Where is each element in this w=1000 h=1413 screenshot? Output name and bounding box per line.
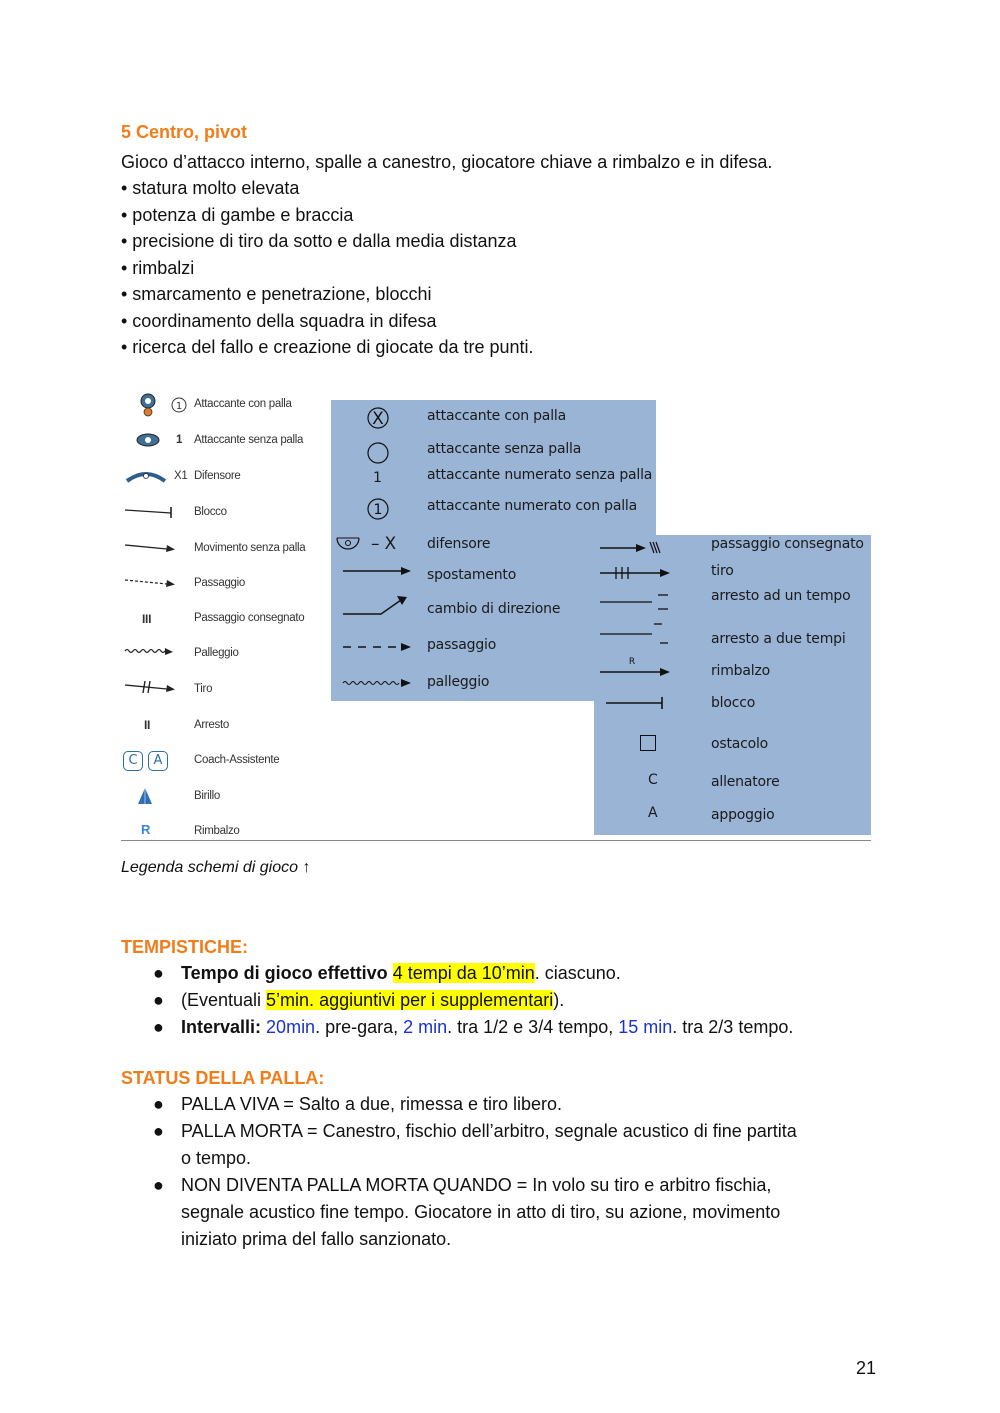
bullet-item: • smarcamento e penetrazione, blocchi <box>121 284 432 304</box>
body-text: segnale acustico fine tempo. Giocatore in atto di tiro, su azione, movimento <box>181 1202 781 1222</box>
legend-label: cambio di direzione <box>427 601 561 617</box>
body-text: NON DIVENTA PALLA MORTA QUANDO = In volo su tiro e arbitro fischia, <box>181 1175 772 1195</box>
rebound-symbol: R <box>628 657 636 667</box>
body-text: . tra 2/3 tempo. <box>672 1017 794 1037</box>
legend-label: Palleggio <box>194 647 239 659</box>
body-text: (Eventuali <box>181 990 267 1010</box>
bullet-dot: ● <box>153 1175 164 1195</box>
obstacle-square-icon <box>640 735 656 751</box>
legend-label: Passaggio consegnato <box>194 612 305 624</box>
list-item <box>121 960 901 987</box>
legend-label: passaggio consegnato <box>711 536 864 552</box>
bold-text: Tempo di gioco effettivo <box>181 963 388 983</box>
legend-label: attaccante numerato con palla <box>427 498 637 514</box>
bullet-item: • rimbalzi <box>121 257 195 278</box>
circled-x-icon <box>367 407 389 429</box>
legend-label: Attaccante con palla <box>194 398 292 410</box>
rebound-arrow-icon <box>598 655 670 679</box>
time-value: 20min <box>266 1017 316 1037</box>
handoff-arrow-icon <box>598 539 662 555</box>
legend-label: passaggio <box>427 637 497 653</box>
attacker-with-ball-icon <box>135 393 161 417</box>
symbol-number: 1 <box>373 502 383 518</box>
dashed-arrow-icon <box>341 640 413 654</box>
legend-label: appoggio <box>711 807 775 823</box>
legend-label: blocco <box>711 695 756 711</box>
body-text: . ciascuno. <box>534 963 621 983</box>
bold-text: Intervalli: <box>181 1017 262 1037</box>
dashed-arrow-icon <box>123 576 177 590</box>
attacker-without-ball-icon <box>135 431 161 449</box>
legend-label: Rimbalzo <box>194 825 240 837</box>
list-item <box>121 1014 901 1041</box>
status-list <box>121 1091 901 1253</box>
legend-label: difensore <box>427 536 491 552</box>
symbol-label: – X <box>371 534 396 554</box>
bullet-item: • statura molto elevata <box>121 178 300 198</box>
defender-arc-icon <box>335 534 361 552</box>
screen-line-icon <box>123 505 177 519</box>
screen-line-icon <box>604 695 666 711</box>
two-step-stop-icon <box>598 621 670 647</box>
legend-label: spostamento <box>427 567 517 583</box>
circle-icon <box>367 442 389 464</box>
legend-label: Attaccante senza palla <box>194 434 304 446</box>
one-step-stop-icon <box>598 591 670 613</box>
highlighted-text: 5’min. aggiuntivi per i supplementari <box>266 990 554 1010</box>
bullet-dot: ● <box>153 1121 164 1141</box>
defender-icon <box>125 469 167 483</box>
symbol-label: II <box>144 718 151 732</box>
symbol-number: 1 <box>176 434 183 446</box>
status-title: STATUS DELLA PALLA: <box>121 1068 325 1088</box>
body-text: ). <box>553 990 565 1010</box>
legend-figure <box>121 385 871 841</box>
legend-label: rimbalzo <box>711 663 770 679</box>
section-title: 5 Centro, pivot <box>121 122 248 142</box>
symbol-label: III <box>142 612 152 626</box>
bullet-dot: ● <box>153 963 164 983</box>
legend-label: Passaggio <box>194 577 246 589</box>
bullet-item: • precisione di tiro da sotto e dalla media distanza <box>121 231 517 251</box>
support-symbol: A <box>648 805 658 821</box>
symbol-number: 1 <box>373 470 382 486</box>
legend-label: attaccante senza palla <box>427 441 582 457</box>
list-item <box>121 1172 901 1253</box>
highlighted-text: 4 tempi da 10’min <box>392 963 535 983</box>
legend-label: Tiro <box>194 683 213 695</box>
tempistiche-title: TEMPISTICHE: <box>121 937 249 957</box>
page-number: 21 <box>856 1358 877 1378</box>
shot-arrow-icon <box>123 681 177 695</box>
list-item <box>121 1091 901 1118</box>
legend-label: arresto a due tempi <box>711 631 846 647</box>
legend-right-panel <box>594 535 871 835</box>
dribble-wave-icon <box>341 676 413 690</box>
figure-caption: Legenda schemi di gioco ↑ <box>121 859 311 876</box>
legend-label: ostacolo <box>711 736 769 752</box>
arrow-right-icon <box>123 541 177 555</box>
bullet-dot: ● <box>153 1017 164 1037</box>
bullet-item: • coordinamento della squadra in difesa <box>121 310 437 331</box>
time-value: 2 min <box>403 1017 448 1037</box>
legend-label: Birillo <box>194 790 221 802</box>
numbered-circle-icon <box>367 498 389 520</box>
legend-label: attaccante numerato senza palla <box>427 467 653 483</box>
legend-label: Blocco <box>194 506 227 518</box>
legend-left <box>121 385 326 841</box>
tempistiche-list <box>121 960 901 1041</box>
body-text: o tempo. <box>181 1148 252 1168</box>
body-text: PALLA MORTA = Canestro, fischio dell’arbitro, segnale acustico di fine partita <box>181 1121 797 1141</box>
coach-symbol: C <box>648 772 658 788</box>
section-intro: Gioco d’attacco interno, spalle a canestro, giocatore chiave a rimbalzo e in difesa. <box>121 151 773 172</box>
numbered-circle-icon <box>171 397 187 413</box>
legend-label: tiro <box>711 563 734 579</box>
change-direction-icon <box>341 594 413 620</box>
symbol-number: 1 <box>175 401 183 412</box>
cone-icon <box>137 787 153 805</box>
legend-label: attaccante con palla <box>427 408 566 424</box>
coach-badge: C <box>123 751 143 771</box>
legend-label: Difensore <box>194 470 241 482</box>
body-text: . pre-gara, <box>315 1017 404 1037</box>
list-item <box>121 1118 901 1172</box>
legend-label: allenatore <box>711 774 780 790</box>
body-text: PALLA VIVA = Salto a due, rimessa e tiro libero. <box>181 1094 563 1114</box>
dribble-wave-icon <box>123 645 177 659</box>
body-text: . tra 1/2 e 3/4 tempo, <box>447 1017 619 1037</box>
time-value: 15 min <box>618 1017 673 1037</box>
legend-label: palleggio <box>427 674 490 690</box>
symbol-x: X <box>372 409 384 429</box>
bullet-item: • ricerca del fallo e creazione di giocate da tre punti. <box>121 337 534 357</box>
list-item <box>121 987 901 1014</box>
section-5 <box>121 122 901 361</box>
bullet-item: • potenza di gambe e braccia <box>121 204 354 225</box>
legend-label: Coach-Assistente <box>194 754 280 766</box>
arrow-right-icon <box>341 564 413 578</box>
assistant-badge: A <box>148 751 168 771</box>
legend-label: Movimento senza palla <box>194 542 306 554</box>
rebound-symbol: R <box>141 822 151 837</box>
legend-label: arresto ad un tempo <box>711 588 851 604</box>
legend-label: Arresto <box>194 719 229 731</box>
bullet-dot: ● <box>153 1094 164 1114</box>
symbol-label: X1 <box>174 470 188 482</box>
shot-arrow-icon <box>598 565 670 581</box>
figure-divider <box>121 840 871 841</box>
body-text: iniziato prima del fallo sanzionato. <box>181 1229 452 1249</box>
bullet-dot: ● <box>153 990 164 1010</box>
